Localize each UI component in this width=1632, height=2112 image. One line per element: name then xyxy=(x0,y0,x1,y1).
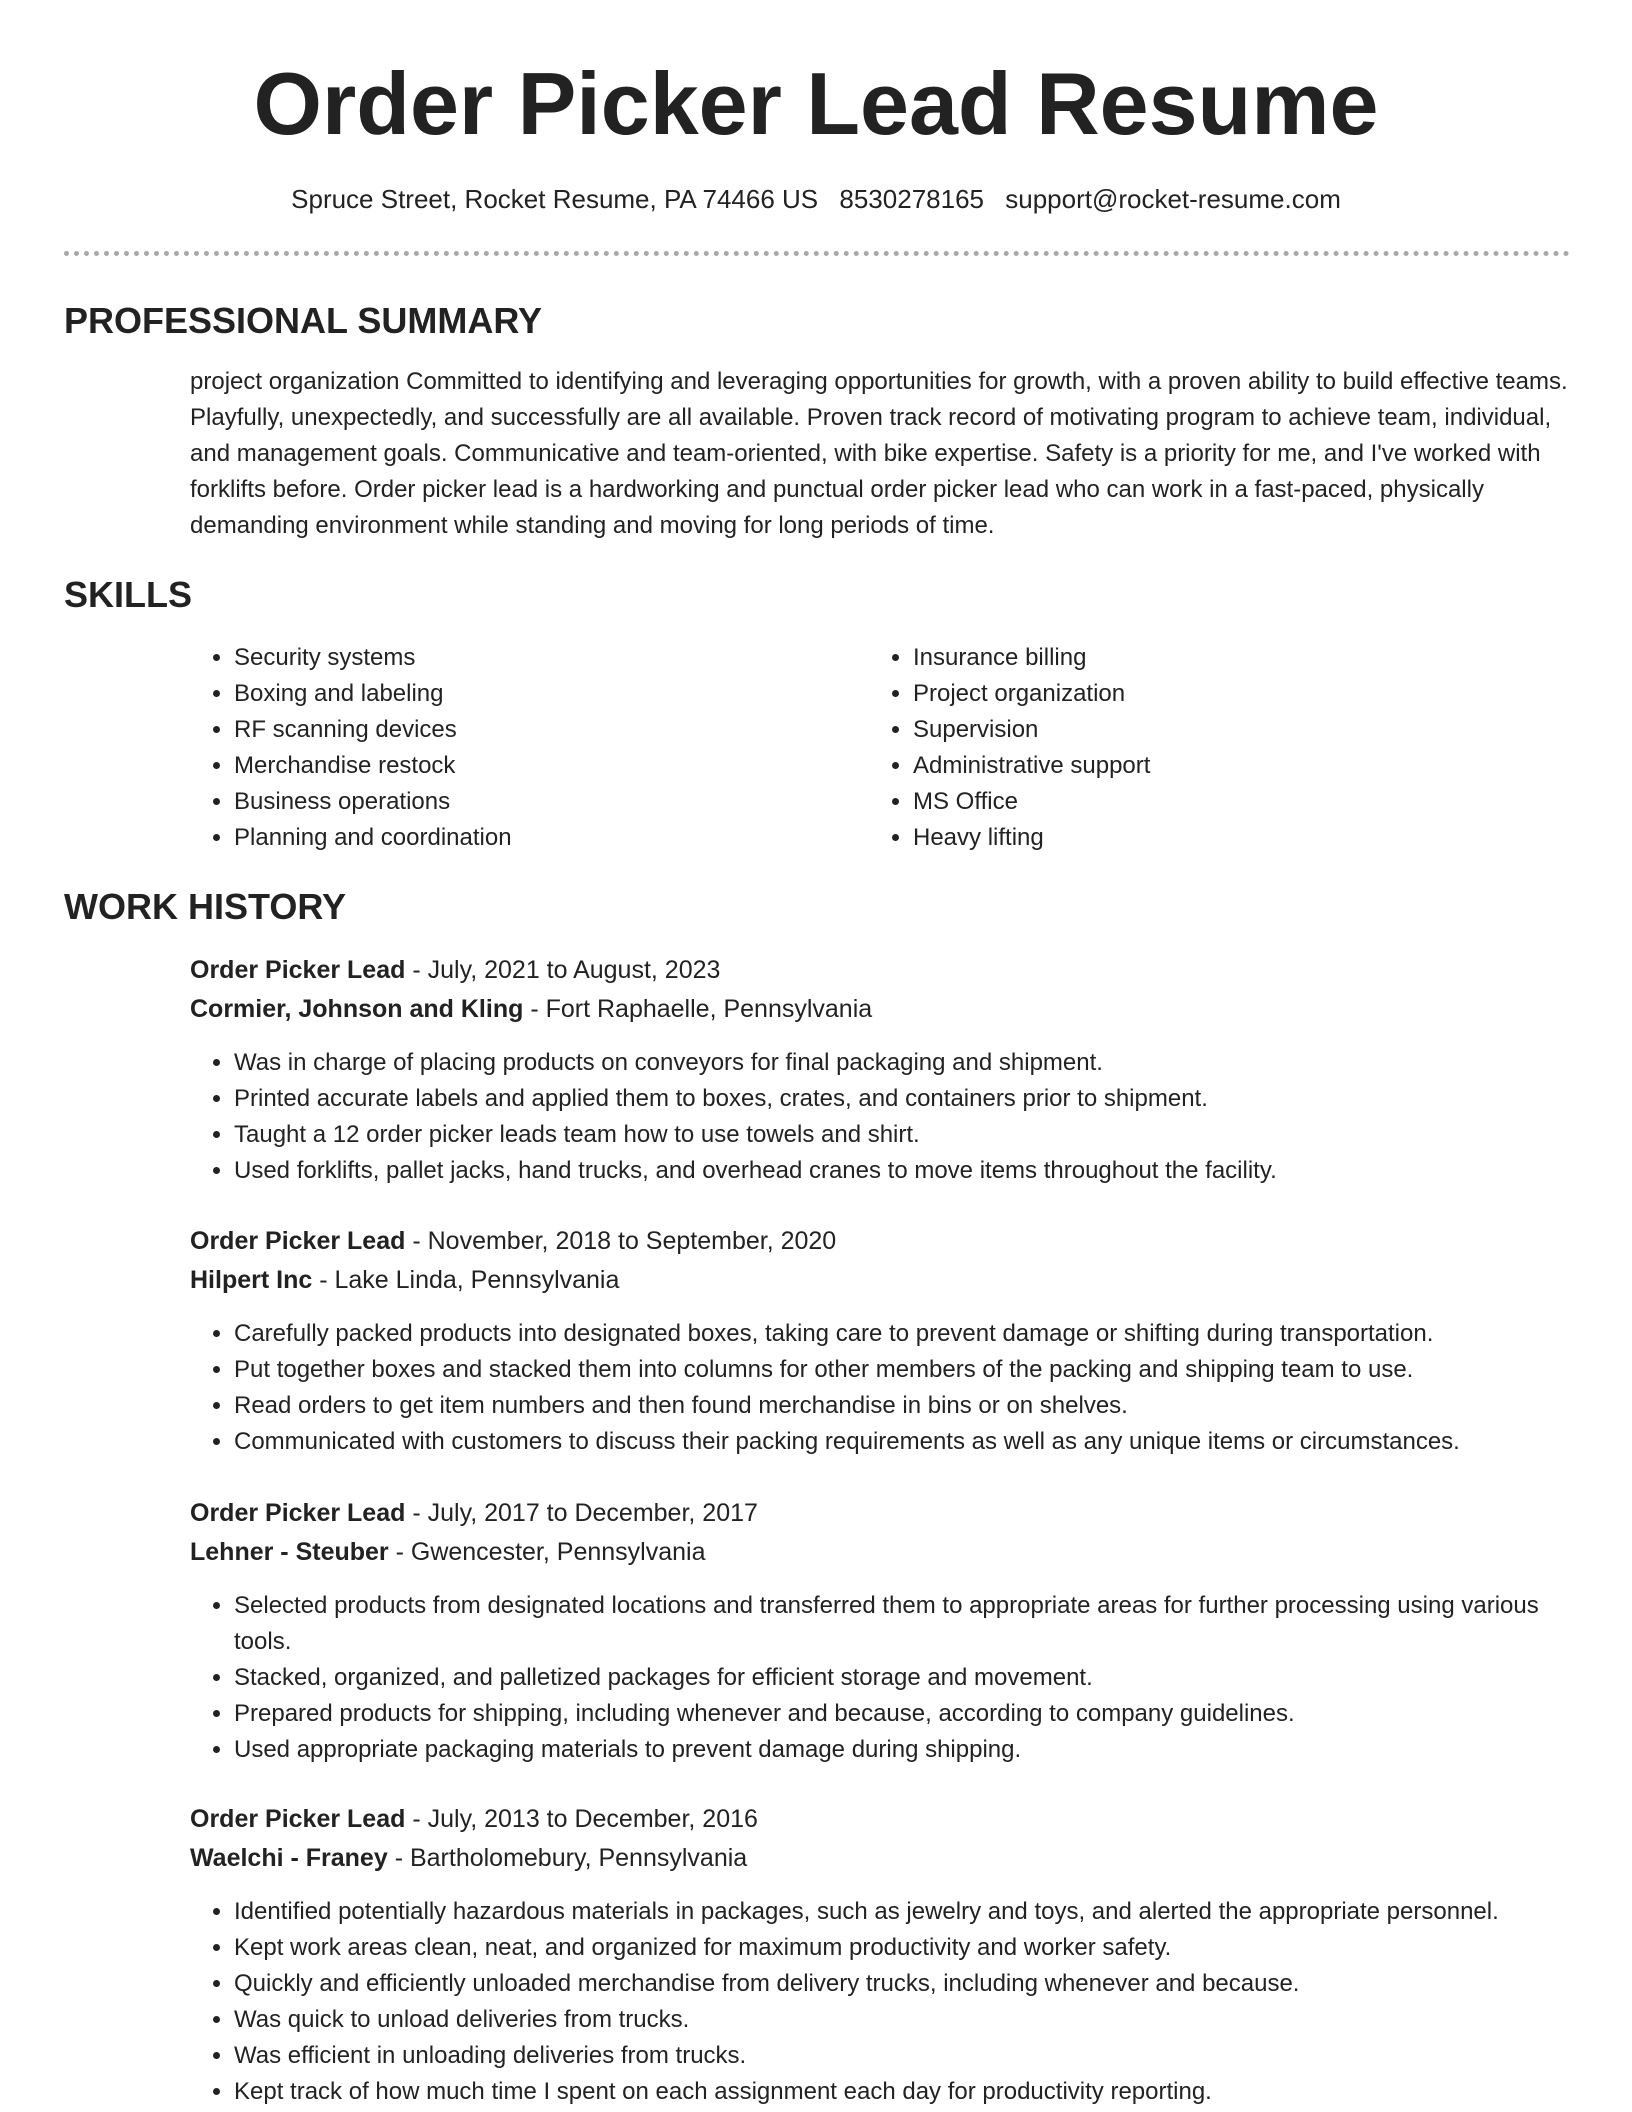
list-item: • Read orders to get item numbers and then found merchandise in bins or on shelves. xyxy=(234,1388,1580,1424)
skill-item: • Project organization xyxy=(913,676,1533,712)
skill-item: • Administrative support xyxy=(913,748,1533,784)
skill-item: • Supervision xyxy=(913,712,1533,748)
job-company: Waelchi - Franey xyxy=(190,1844,388,1872)
skill-item: • RF scanning devices xyxy=(234,712,854,748)
job-role-line xyxy=(190,1494,1580,1533)
skill-item: • Boxing and labeling xyxy=(234,676,854,712)
contact-address: Spruce Street, Rocket Resume, PA 74466 US xyxy=(291,184,819,214)
job-role-line xyxy=(190,951,1580,990)
contact-email: support@rocket-resume.com xyxy=(1005,184,1341,214)
job-company: Cormier, Johnson and Kling xyxy=(190,995,524,1023)
job-dates: - November, 2018 to September, 2020 xyxy=(405,1227,837,1255)
list-item: • Was in charge of placing products on conveyors for final packaging and shipment. xyxy=(234,1045,1580,1081)
job-role: Order Picker Lead xyxy=(190,956,406,984)
resume-title: Order Picker Lead Resume xyxy=(253,54,1379,153)
job-dates: - July, 2017 to December, 2017 xyxy=(405,1499,758,1527)
list-item: • Was efficient in unloading deliveries from trucks. xyxy=(234,2038,1580,2074)
skill-item: • Planning and coordination xyxy=(234,820,854,856)
job-company: Hilpert Inc xyxy=(190,1266,313,1294)
job-entry xyxy=(190,1222,1580,1460)
job-role: Order Picker Lead xyxy=(190,1499,406,1527)
list-item: • Was quick to unload deliveries from trucks. xyxy=(234,2002,1580,2038)
skill-item: • MS Office xyxy=(913,784,1533,820)
list-item: • Stacked, organized, and palletized packages for efficient storage and movement. xyxy=(234,1660,1580,1696)
list-item: • Used forklifts, pallet jacks, hand trucks, and overhead cranes to move items throughout the facility. xyxy=(234,1153,1580,1189)
skill-item: • Security systems xyxy=(234,640,854,676)
job-company: Lehner - Steuber xyxy=(190,1538,389,1566)
list-item: • Kept work areas clean, neat, and organized for maximum productivity and worker safety. xyxy=(234,1930,1580,1966)
job-dates: - July, 2021 to August, 2023 xyxy=(405,956,721,984)
skill-item: • Insurance billing xyxy=(913,640,1533,676)
list-item: • Identified potentially hazardous materials in packages, such as jewelry and toys, and alerted the appropriate personnel. xyxy=(234,1894,1580,1930)
list-item: • Used appropriate packaging materials to prevent damage during shipping. xyxy=(234,1732,1580,1768)
job-company-line xyxy=(190,1533,1580,1572)
job-bullets xyxy=(190,1894,1580,2110)
job-location: - Lake Linda, Pennsylvania xyxy=(312,1266,620,1294)
job-dates: - July, 2013 to December, 2016 xyxy=(405,1805,758,1833)
job-role: Order Picker Lead xyxy=(190,1227,406,1255)
job-company-line xyxy=(190,990,1580,1029)
list-item: • Selected products from designated locations and transferred them to appropriate areas for further processing using various tools. xyxy=(234,1588,1580,1660)
summary-text: project organization Committed to identifying and leveraging opportunities for growth, with a proven ability to build effective teams. Playfully, unexpectedly, and successfully are all available. Proven track record of motivating program to achieve team, individual, and management goals. Communicative and team-oriented, with bike expertise. Safety is a priority for me, and I've worked with forklifts before. Order picker lead is a hardworking and punctual order picker lead who can work in a fast-paced, physically demanding environment while standing and moving for long periods of time. xyxy=(190,368,1568,539)
job-role: Order Picker Lead xyxy=(190,1805,406,1833)
list-item: • Taught a 12 order picker leads team how to use towels and shirt. xyxy=(234,1117,1580,1153)
list-item: • Prepared products for shipping, including whenever and because, according to company guidelines. xyxy=(234,1696,1580,1732)
job-company-line xyxy=(190,1839,1580,1878)
skill-item: • Heavy lifting xyxy=(913,820,1533,856)
skills-heading: SKILLS xyxy=(64,574,193,615)
contact-phone: 8530278165 xyxy=(839,184,984,214)
job-role-line xyxy=(190,1800,1580,1839)
summary-heading: PROFESSIONAL SUMMARY xyxy=(64,300,543,341)
job-bullets xyxy=(190,1588,1580,1768)
job-entry xyxy=(190,1494,1580,1768)
list-item: • Kept track of how much time I spent on each assignment each day for productivity reporting. xyxy=(234,2074,1580,2110)
skills-list-right xyxy=(869,640,1533,856)
job-location: - Gwencester, Pennsylvania xyxy=(388,1538,706,1566)
job-location: - Fort Raphaelle, Pennsylvania xyxy=(523,995,873,1023)
skills-list-left xyxy=(190,640,854,856)
list-item: • Put together boxes and stacked them into columns for other members of the packing and shipping team to use. xyxy=(234,1352,1580,1388)
skill-item: • Merchandise restock xyxy=(234,748,854,784)
work-history-heading: WORK HISTORY xyxy=(64,886,347,927)
header-divider xyxy=(64,251,1570,256)
job-entry xyxy=(190,1800,1580,2110)
list-item: • Quickly and efficiently unloaded merchandise from delivery trucks, including whenever and because. xyxy=(234,1966,1580,2002)
job-bullets xyxy=(190,1045,1580,1189)
skill-item: • Business operations xyxy=(234,784,854,820)
job-role-line xyxy=(190,1222,1580,1261)
list-item: • Communicated with customers to discuss their packing requirements as well as any unique items or circumstances. xyxy=(234,1424,1580,1460)
job-entry xyxy=(190,951,1580,1189)
list-item: • Printed accurate labels and applied them to boxes, crates, and containers prior to shipment. xyxy=(234,1081,1580,1117)
job-location: - Bartholomebury, Pennsylvania xyxy=(387,1844,748,1872)
job-company-line xyxy=(190,1261,1580,1300)
contact-line xyxy=(0,182,1632,216)
job-bullets xyxy=(190,1316,1580,1460)
list-item: • Carefully packed products into designated boxes, taking care to prevent damage or shifting during transportation. xyxy=(234,1316,1580,1352)
